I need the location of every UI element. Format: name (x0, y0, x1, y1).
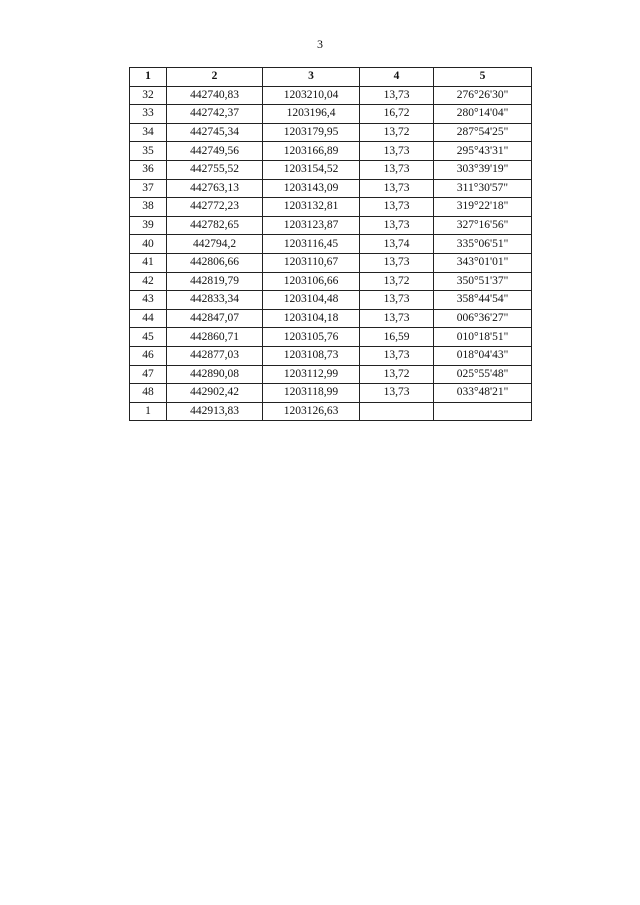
cell-distance: 13,72 (360, 365, 434, 384)
cell-y-coordinate: 1203179,95 (263, 123, 360, 142)
cell-point-number: 33 (130, 105, 167, 124)
header-row (130, 68, 532, 87)
cell-distance (360, 402, 434, 421)
cell-x-coordinate: 442782,65 (167, 216, 263, 235)
cell-x-coordinate: 442772,23 (167, 198, 263, 217)
cell-bearing: 311°30'57" (434, 179, 532, 198)
table-row (130, 384, 532, 403)
cell-y-coordinate: 1203105,76 (263, 328, 360, 347)
cell-bearing: 287°54'25" (434, 123, 532, 142)
cell-bearing: 350°51'37" (434, 272, 532, 291)
cell-x-coordinate: 442755,52 (167, 160, 263, 179)
cell-point-number: 46 (130, 346, 167, 365)
page-number: 3 (317, 37, 323, 51)
table-row (130, 142, 532, 161)
cell-point-number: 36 (130, 160, 167, 179)
cell-y-coordinate: 1203108,73 (263, 346, 360, 365)
cell-y-coordinate: 1203112,99 (263, 365, 360, 384)
table-row (130, 86, 532, 105)
cell-distance: 13,73 (360, 179, 434, 198)
cell-y-coordinate: 1203210,04 (263, 86, 360, 105)
cell-bearing (434, 402, 532, 421)
table-row (130, 272, 532, 291)
header-bearing: 5 (434, 68, 532, 87)
cell-bearing: 025°55'48" (434, 365, 532, 384)
cell-distance: 13,73 (360, 198, 434, 217)
cell-distance: 16,72 (360, 105, 434, 124)
header-distance: 4 (360, 68, 434, 87)
cell-point-number: 1 (130, 402, 167, 421)
cell-bearing: 343°01'01" (434, 253, 532, 272)
cell-distance: 13,73 (360, 291, 434, 310)
cell-distance: 13,73 (360, 216, 434, 235)
header-point-number: 1 (130, 68, 167, 87)
cell-y-coordinate: 1203106,66 (263, 272, 360, 291)
cell-x-coordinate: 442763,13 (167, 179, 263, 198)
table-row (130, 291, 532, 310)
cell-y-coordinate: 1203116,45 (263, 235, 360, 254)
table-row (130, 346, 532, 365)
cell-distance: 13,73 (360, 309, 434, 328)
cell-x-coordinate: 442819,79 (167, 272, 263, 291)
cell-point-number: 45 (130, 328, 167, 347)
cell-x-coordinate: 442749,56 (167, 142, 263, 161)
cell-y-coordinate: 1203143,09 (263, 179, 360, 198)
cell-x-coordinate: 442740,83 (167, 86, 263, 105)
table-row (130, 105, 532, 124)
cell-y-coordinate: 1203118,99 (263, 384, 360, 403)
table-header (130, 68, 532, 87)
cell-distance: 13,73 (360, 160, 434, 179)
cell-y-coordinate: 1203126,63 (263, 402, 360, 421)
cell-point-number: 39 (130, 216, 167, 235)
cell-bearing: 018°04'43" (434, 346, 532, 365)
cell-x-coordinate: 442860,71 (167, 328, 263, 347)
table-row (130, 253, 532, 272)
cell-point-number: 44 (130, 309, 167, 328)
cell-y-coordinate: 1203196,4 (263, 105, 360, 124)
cell-x-coordinate: 442890,08 (167, 365, 263, 384)
cell-y-coordinate: 1203104,18 (263, 309, 360, 328)
cell-point-number: 38 (130, 198, 167, 217)
cell-point-number: 47 (130, 365, 167, 384)
cell-x-coordinate: 442794,2 (167, 235, 263, 254)
cell-distance: 13,73 (360, 384, 434, 403)
cell-x-coordinate: 442806,66 (167, 253, 263, 272)
cell-distance: 13,73 (360, 86, 434, 105)
cell-point-number: 48 (130, 384, 167, 403)
cell-point-number: 40 (130, 235, 167, 254)
cell-y-coordinate: 1203166,89 (263, 142, 360, 161)
cell-x-coordinate: 442877,03 (167, 346, 263, 365)
cell-y-coordinate: 1203154,52 (263, 160, 360, 179)
table-row (130, 309, 532, 328)
cell-bearing: 033°48'21" (434, 384, 532, 403)
cell-x-coordinate: 442913,83 (167, 402, 263, 421)
cell-bearing: 280°14'04" (434, 105, 532, 124)
cell-bearing: 319°22'18" (434, 198, 532, 217)
cell-point-number: 35 (130, 142, 167, 161)
cell-bearing: 327°16'56" (434, 216, 532, 235)
cell-y-coordinate: 1203104,48 (263, 291, 360, 310)
table-body (130, 86, 532, 421)
coordinates-table (129, 67, 532, 421)
cell-point-number: 41 (130, 253, 167, 272)
cell-distance: 13,73 (360, 346, 434, 365)
cell-y-coordinate: 1203123,87 (263, 216, 360, 235)
cell-point-number: 42 (130, 272, 167, 291)
cell-distance: 13,74 (360, 235, 434, 254)
cell-distance: 13,73 (360, 253, 434, 272)
cell-bearing: 358°44'54" (434, 291, 532, 310)
cell-x-coordinate: 442902,42 (167, 384, 263, 403)
cell-bearing: 335°06'51" (434, 235, 532, 254)
header-y-coordinate: 3 (263, 68, 360, 87)
cell-distance: 13,72 (360, 123, 434, 142)
table-row (130, 198, 532, 217)
table-row (130, 216, 532, 235)
cell-point-number: 32 (130, 86, 167, 105)
cell-distance: 16,59 (360, 328, 434, 347)
table-row (130, 123, 532, 142)
table-row (130, 402, 532, 421)
cell-bearing: 276°26'30" (434, 86, 532, 105)
cell-point-number: 34 (130, 123, 167, 142)
cell-bearing: 303°39'19" (434, 160, 532, 179)
cell-x-coordinate: 442833,34 (167, 291, 263, 310)
cell-point-number: 43 (130, 291, 167, 310)
header-x-coordinate: 2 (167, 68, 263, 87)
table-row (130, 235, 532, 254)
cell-bearing: 010°18'51" (434, 328, 532, 347)
cell-x-coordinate: 442847,07 (167, 309, 263, 328)
cell-bearing: 295°43'31" (434, 142, 532, 161)
table-row (130, 328, 532, 347)
table-row (130, 160, 532, 179)
cell-point-number: 37 (130, 179, 167, 198)
cell-y-coordinate: 1203132,81 (263, 198, 360, 217)
cell-distance: 13,73 (360, 142, 434, 161)
cell-x-coordinate: 442742,37 (167, 105, 263, 124)
cell-x-coordinate: 442745,34 (167, 123, 263, 142)
cell-y-coordinate: 1203110,67 (263, 253, 360, 272)
table-row (130, 365, 532, 384)
cell-distance: 13,72 (360, 272, 434, 291)
table-row (130, 179, 532, 198)
cell-bearing: 006°36'27" (434, 309, 532, 328)
